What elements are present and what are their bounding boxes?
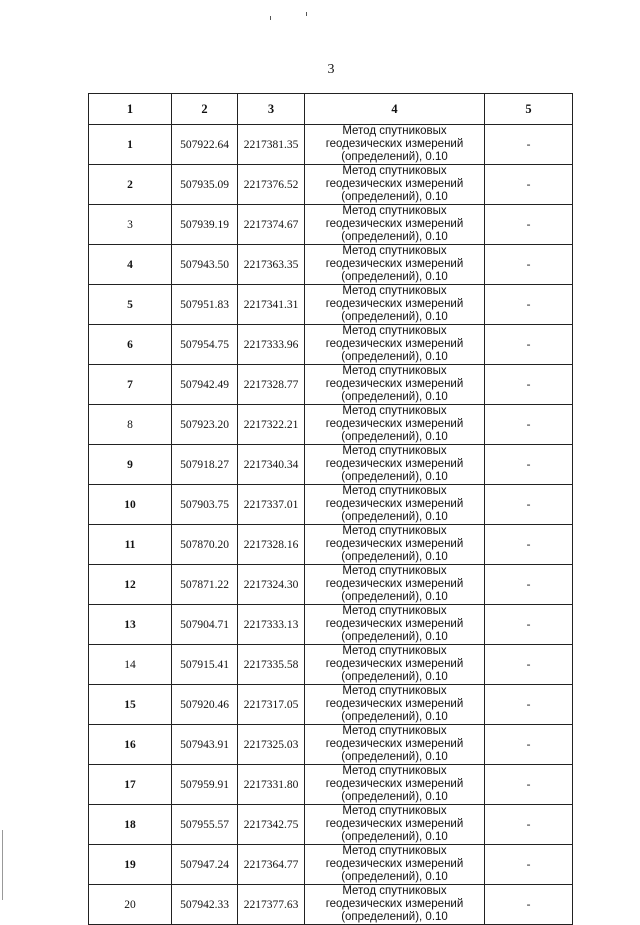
y-coordinate-cell: 2217333.96 bbox=[238, 325, 305, 365]
y-coordinate-cell: 2217328.16 bbox=[238, 525, 305, 565]
table-row bbox=[89, 325, 573, 365]
x-coordinate-cell: 507871.22 bbox=[172, 565, 238, 605]
table-row bbox=[89, 685, 573, 725]
y-coordinate-cell: 2217337.01 bbox=[238, 485, 305, 525]
table-row bbox=[89, 285, 573, 325]
row-number-cell: 9 bbox=[89, 445, 172, 485]
note-cell: - bbox=[485, 845, 573, 885]
x-coordinate-cell: 507904.71 bbox=[172, 605, 238, 645]
method-cell: Метод спутниковых геодезических измерений (определений), 0.10 bbox=[305, 885, 485, 925]
x-coordinate-cell: 507951.83 bbox=[172, 285, 238, 325]
method-cell: Метод спутниковых геодезических измерений (определений), 0.10 bbox=[305, 685, 485, 725]
row-number-cell: 8 bbox=[89, 405, 172, 445]
x-coordinate-cell: 507915.41 bbox=[172, 645, 238, 685]
table-row bbox=[89, 845, 573, 885]
note-cell: - bbox=[485, 765, 573, 805]
table-row bbox=[89, 645, 573, 685]
note-cell: - bbox=[485, 605, 573, 645]
method-cell: Метод спутниковых геодезических измерений (определений), 0.10 bbox=[305, 405, 485, 445]
scan-mark bbox=[270, 16, 271, 20]
method-cell: Метод спутниковых геодезических измерений (определений), 0.10 bbox=[305, 165, 485, 205]
header-col-4: 4 bbox=[305, 94, 485, 125]
table-row bbox=[89, 485, 573, 525]
method-cell: Метод спутниковых геодезических измерений (определений), 0.10 bbox=[305, 805, 485, 845]
x-coordinate-cell: 507922.64 bbox=[172, 125, 238, 165]
row-number-cell: 3 bbox=[89, 205, 172, 245]
row-number-cell: 4 bbox=[89, 245, 172, 285]
row-number-cell: 14 bbox=[89, 645, 172, 685]
y-coordinate-cell: 2217340.34 bbox=[238, 445, 305, 485]
method-cell: Метод спутниковых геодезических измерений (определений), 0.10 bbox=[305, 845, 485, 885]
method-cell: Метод спутниковых геодезических измерений (определений), 0.10 bbox=[305, 765, 485, 805]
header-col-3: 3 bbox=[238, 94, 305, 125]
row-number-cell: 7 bbox=[89, 365, 172, 405]
table-row bbox=[89, 765, 573, 805]
x-coordinate-cell: 507943.50 bbox=[172, 245, 238, 285]
x-coordinate-cell: 507954.75 bbox=[172, 325, 238, 365]
x-coordinate-cell: 507947.24 bbox=[172, 845, 238, 885]
method-cell: Метод спутниковых геодезических измерений (определений), 0.10 bbox=[305, 205, 485, 245]
note-cell: - bbox=[485, 325, 573, 365]
x-coordinate-cell: 507935.09 bbox=[172, 165, 238, 205]
y-coordinate-cell: 2217322.21 bbox=[238, 405, 305, 445]
page-number: 3 bbox=[327, 62, 335, 77]
row-number-cell: 16 bbox=[89, 725, 172, 765]
y-coordinate-cell: 2217374.67 bbox=[238, 205, 305, 245]
x-coordinate-cell: 507918.27 bbox=[172, 445, 238, 485]
table-row bbox=[89, 725, 573, 765]
table-row bbox=[89, 245, 573, 285]
note-cell: - bbox=[485, 805, 573, 845]
note-cell: - bbox=[485, 445, 573, 485]
x-coordinate-cell: 507920.46 bbox=[172, 685, 238, 725]
y-coordinate-cell: 2217325.03 bbox=[238, 725, 305, 765]
note-cell: - bbox=[485, 205, 573, 245]
row-number-cell: 15 bbox=[89, 685, 172, 725]
row-number-cell: 5 bbox=[89, 285, 172, 325]
table-row bbox=[89, 805, 573, 845]
method-cell: Метод спутниковых геодезических измерений (определений), 0.10 bbox=[305, 325, 485, 365]
note-cell: - bbox=[485, 565, 573, 605]
note-cell: - bbox=[485, 285, 573, 325]
method-cell: Метод спутниковых геодезических измерений (определений), 0.10 bbox=[305, 485, 485, 525]
y-coordinate-cell: 2217364.77 bbox=[238, 845, 305, 885]
row-number-cell: 18 bbox=[89, 805, 172, 845]
row-number-cell: 10 bbox=[89, 485, 172, 525]
note-cell: - bbox=[485, 485, 573, 525]
y-coordinate-cell: 2217331.80 bbox=[238, 765, 305, 805]
method-cell: Метод спутниковых геодезических измерений (определений), 0.10 bbox=[305, 565, 485, 605]
scan-mark bbox=[2, 830, 3, 900]
y-coordinate-cell: 2217324.30 bbox=[238, 565, 305, 605]
coordinates-table bbox=[88, 93, 573, 925]
row-number-cell: 19 bbox=[89, 845, 172, 885]
y-coordinate-cell: 2217377.63 bbox=[238, 885, 305, 925]
note-cell: - bbox=[485, 885, 573, 925]
method-cell: Метод спутниковых геодезических измерений (определений), 0.10 bbox=[305, 285, 485, 325]
x-coordinate-cell: 507939.19 bbox=[172, 205, 238, 245]
x-coordinate-cell: 507923.20 bbox=[172, 405, 238, 445]
table-row bbox=[89, 205, 573, 245]
table-row bbox=[89, 565, 573, 605]
y-coordinate-cell: 2217333.13 bbox=[238, 605, 305, 645]
method-cell: Метод спутниковых геодезических измерений (определений), 0.10 bbox=[305, 525, 485, 565]
row-number-cell: 12 bbox=[89, 565, 172, 605]
y-coordinate-cell: 2217381.35 bbox=[238, 125, 305, 165]
table-row bbox=[89, 445, 573, 485]
scan-mark bbox=[306, 12, 307, 16]
row-number-cell: 17 bbox=[89, 765, 172, 805]
row-number-cell: 1 bbox=[89, 125, 172, 165]
x-coordinate-cell: 507943.91 bbox=[172, 725, 238, 765]
y-coordinate-cell: 2217376.52 bbox=[238, 165, 305, 205]
note-cell: - bbox=[485, 165, 573, 205]
row-number-cell: 20 bbox=[89, 885, 172, 925]
y-coordinate-cell: 2217363.35 bbox=[238, 245, 305, 285]
header-col-5: 5 bbox=[485, 94, 573, 125]
y-coordinate-cell: 2217317.05 bbox=[238, 685, 305, 725]
x-coordinate-cell: 507870.20 bbox=[172, 525, 238, 565]
table-row bbox=[89, 165, 573, 205]
table-row bbox=[89, 125, 573, 165]
header-col-1: 1 bbox=[89, 94, 172, 125]
table-row bbox=[89, 605, 573, 645]
note-cell: - bbox=[485, 645, 573, 685]
method-cell: Метод спутниковых геодезических измерений (определений), 0.10 bbox=[305, 645, 485, 685]
note-cell: - bbox=[485, 725, 573, 765]
note-cell: - bbox=[485, 365, 573, 405]
note-cell: - bbox=[485, 525, 573, 565]
x-coordinate-cell: 507903.75 bbox=[172, 485, 238, 525]
note-cell: - bbox=[485, 405, 573, 445]
table-header-row bbox=[89, 94, 573, 125]
note-cell: - bbox=[485, 125, 573, 165]
method-cell: Метод спутниковых геодезических измерений (определений), 0.10 bbox=[305, 725, 485, 765]
method-cell: Метод спутниковых геодезических измерений (определений), 0.10 bbox=[305, 125, 485, 165]
x-coordinate-cell: 507955.57 bbox=[172, 805, 238, 845]
note-cell: - bbox=[485, 685, 573, 725]
table-body bbox=[89, 125, 573, 925]
method-cell: Метод спутниковых геодезических измерений (определений), 0.10 bbox=[305, 245, 485, 285]
x-coordinate-cell: 507942.49 bbox=[172, 365, 238, 405]
table-row bbox=[89, 405, 573, 445]
header-col-2: 2 bbox=[172, 94, 238, 125]
row-number-cell: 2 bbox=[89, 165, 172, 205]
x-coordinate-cell: 507959.91 bbox=[172, 765, 238, 805]
table-row bbox=[89, 525, 573, 565]
x-coordinate-cell: 507942.33 bbox=[172, 885, 238, 925]
y-coordinate-cell: 2217341.31 bbox=[238, 285, 305, 325]
table-row bbox=[89, 365, 573, 405]
method-cell: Метод спутниковых геодезических измерений (определений), 0.10 bbox=[305, 365, 485, 405]
y-coordinate-cell: 2217335.58 bbox=[238, 645, 305, 685]
method-cell: Метод спутниковых геодезических измерений (определений), 0.10 bbox=[305, 605, 485, 645]
note-cell: - bbox=[485, 245, 573, 285]
method-cell: Метод спутниковых геодезических измерений (определений), 0.10 bbox=[305, 445, 485, 485]
y-coordinate-cell: 2217342.75 bbox=[238, 805, 305, 845]
row-number-cell: 11 bbox=[89, 525, 172, 565]
y-coordinate-cell: 2217328.77 bbox=[238, 365, 305, 405]
row-number-cell: 13 bbox=[89, 605, 172, 645]
row-number-cell: 6 bbox=[89, 325, 172, 365]
